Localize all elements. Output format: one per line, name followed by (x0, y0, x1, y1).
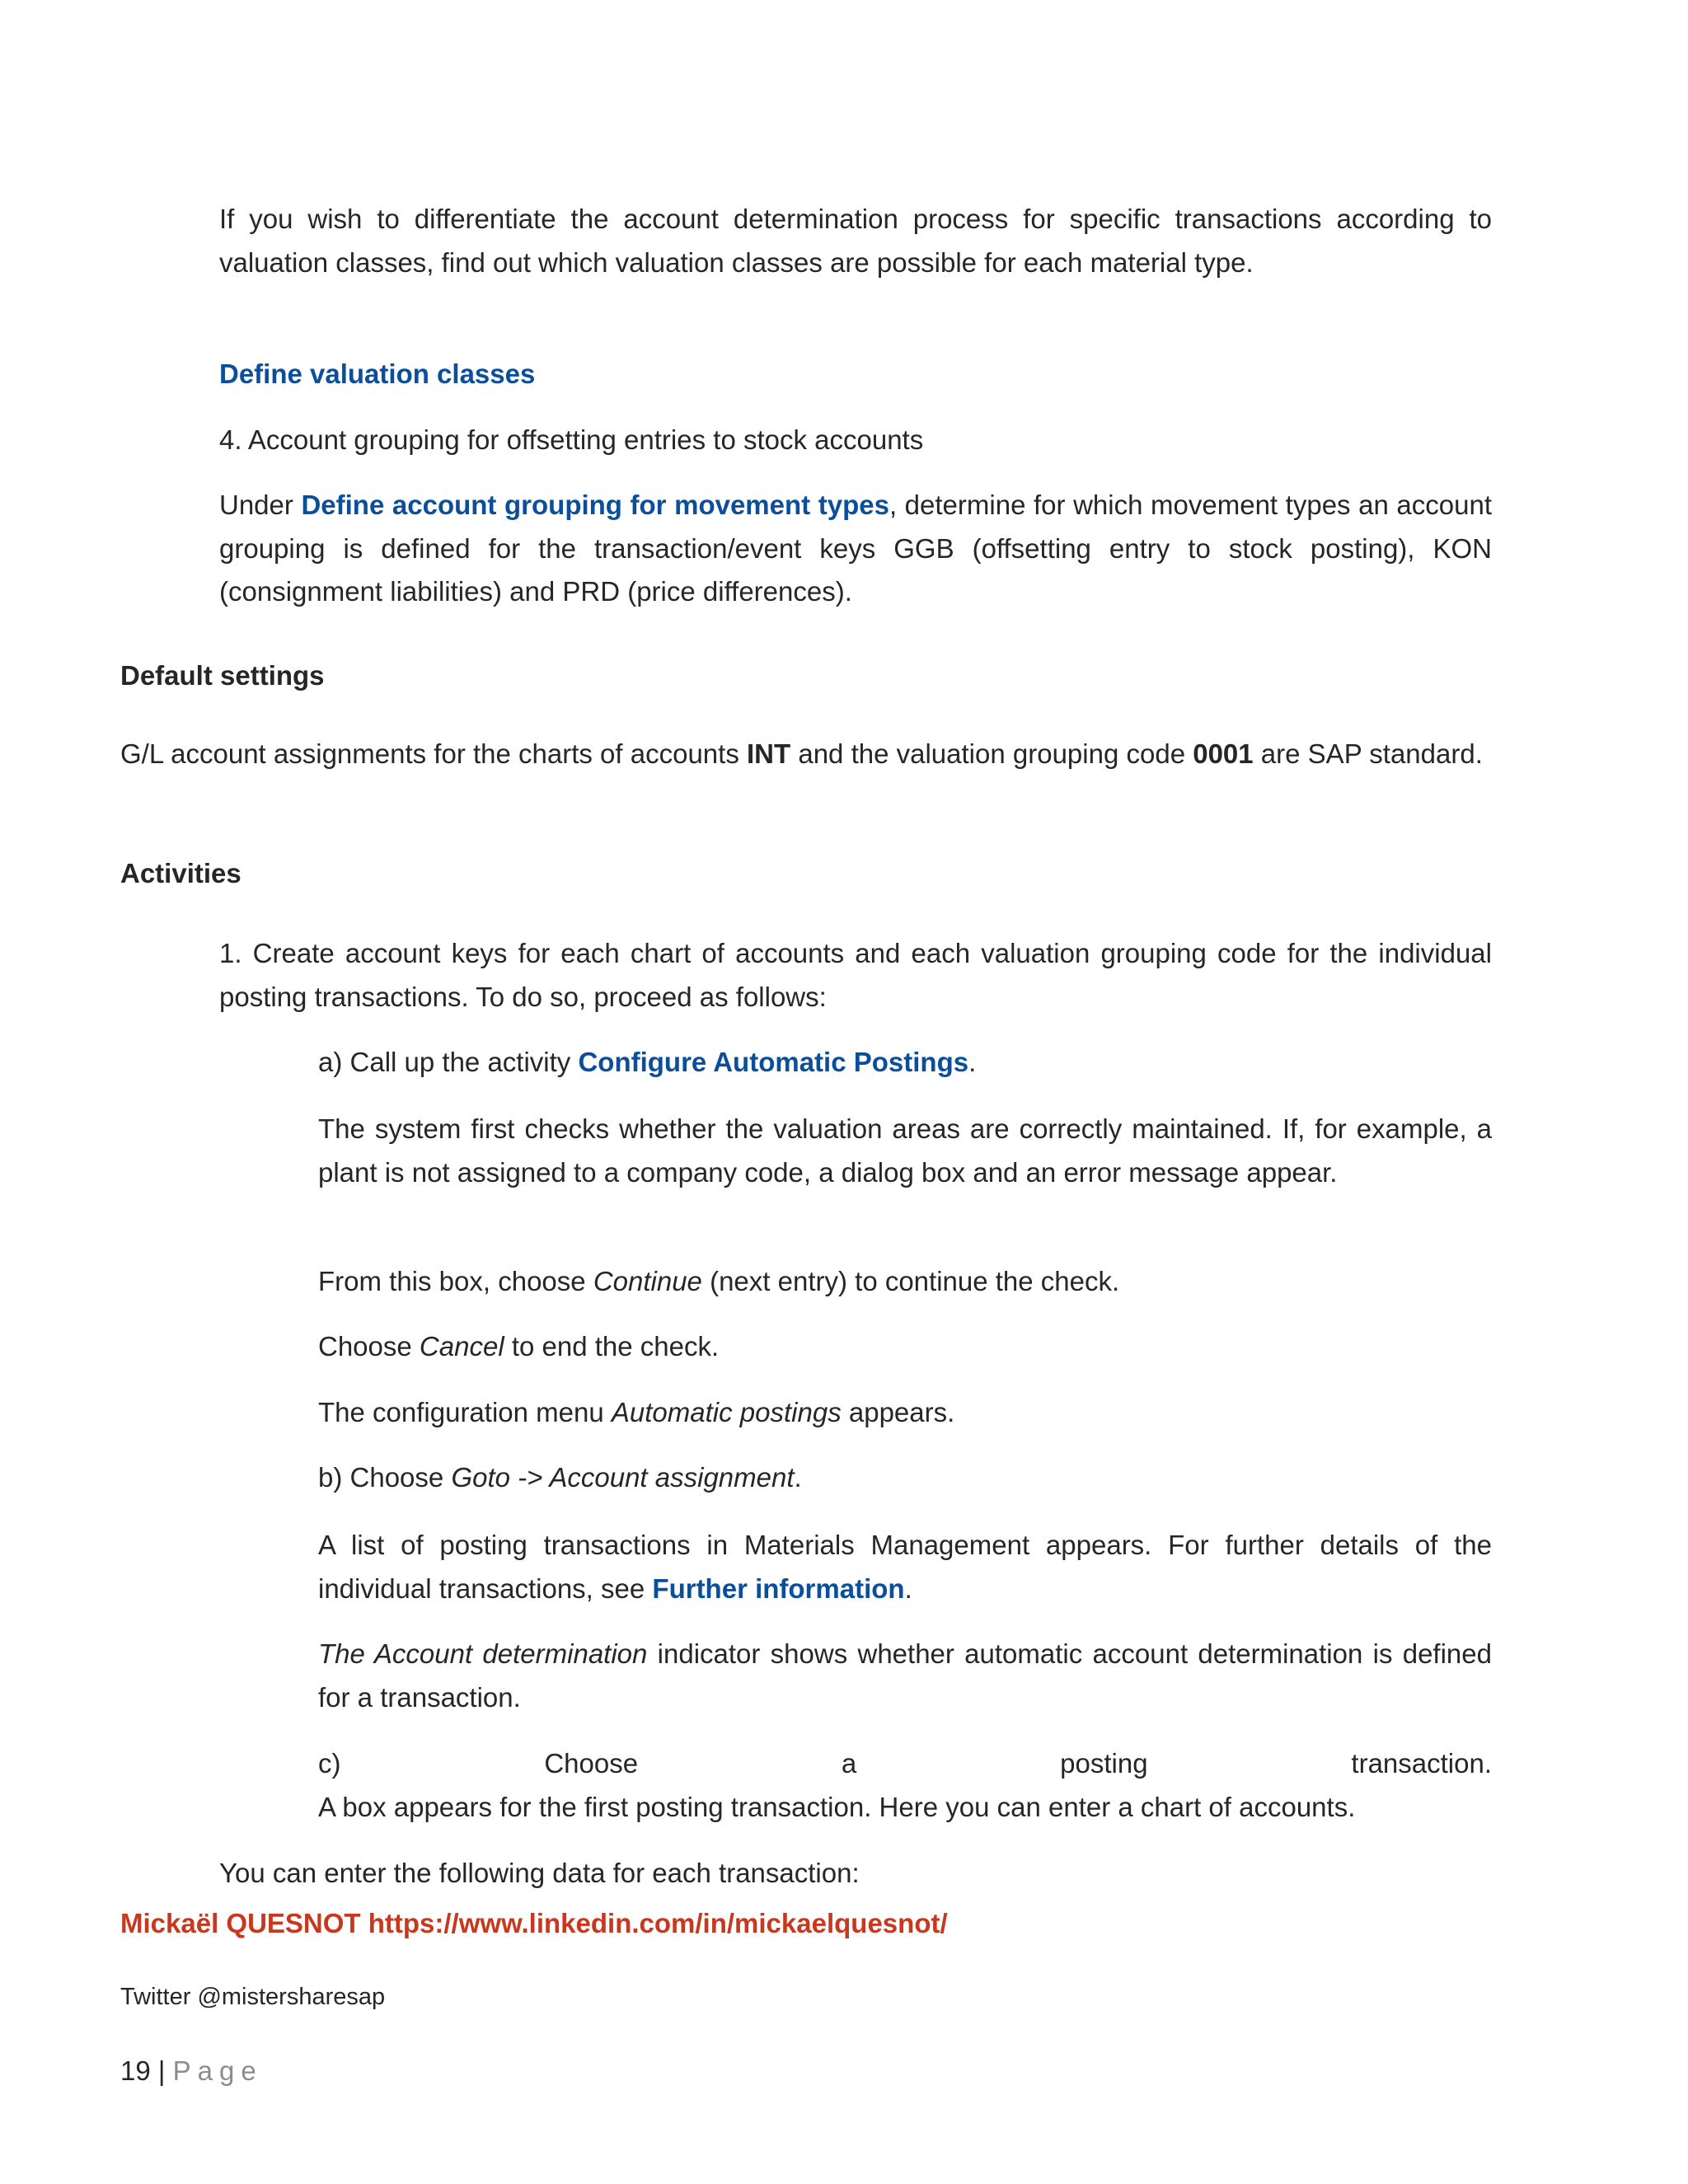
config-menu-paragraph (318, 1391, 1492, 1435)
under-paragraph (219, 484, 1492, 614)
author-linkedin[interactable]: Mickaël QUESNOT https://www.linkedin.com/in/mickaelquesnot/ (120, 1908, 948, 1938)
text: a) Call up the activity (318, 1047, 579, 1077)
text: . (968, 1047, 977, 1077)
step-c-line-2: A box appears for the first posting transaction. Here you can enter a chart of accounts. (318, 1791, 1356, 1822)
text: . (904, 1572, 912, 1604)
text: Choose (318, 1331, 420, 1361)
text: G/L account assignments for the charts of accounts (120, 738, 747, 769)
page-footer (120, 2050, 1492, 2093)
step-c-line-1: c) Choose a posting transaction. (318, 1748, 1492, 1779)
default-settings-text (120, 733, 1492, 776)
page-label: Page (172, 2055, 263, 2086)
text: (next entry) to continue the check. (701, 1266, 1120, 1296)
text: , determine for which movement types an account grouping is defined for the transaction/event keys GGB (offsetting entry to stock posting), KON (consignment liabilities) and PRD (price differences). (219, 490, 1492, 607)
step-b (318, 1456, 1492, 1500)
step-4-heading: 4. Account grouping for offsetting entries to stock accounts (219, 424, 924, 455)
chart-of-accounts-code: INT (747, 738, 791, 769)
text: A list of posting transactions in Materials Management appears. For further details of the individual transactions, see (318, 1530, 1492, 1604)
text: Goto -> Account assignment (451, 1462, 795, 1493)
text: The Account determination (318, 1638, 648, 1669)
indicator-paragraph (318, 1633, 1492, 1719)
configure-automatic-postings-link[interactable]: Configure Automatic Postings (578, 1047, 969, 1077)
text: are SAP standard. (1253, 738, 1483, 769)
separator: | (150, 2055, 173, 2086)
text: to end the check. (504, 1331, 720, 1361)
enter-data-paragraph: You can enter the following data for each transaction: (219, 1858, 860, 1888)
choose-cancel-paragraph (318, 1325, 1492, 1369)
text: From this box, choose (318, 1266, 593, 1296)
default-settings-heading: Default settings (120, 660, 325, 691)
activities-heading: Activities (120, 858, 241, 888)
list-paragraph (318, 1524, 1492, 1610)
activity-1: 1. Create account keys for each chart of accounts and each valuation grouping code for the individual posting transactions. To do so, proceed as follows: (219, 938, 1492, 1012)
step-a (318, 1041, 1492, 1085)
text: and the valuation grouping code (790, 738, 1193, 769)
further-information-link[interactable]: Further information (652, 1572, 905, 1604)
text: Automatic postings (611, 1397, 842, 1427)
from-box-paragraph (318, 1260, 1492, 1304)
define-account-grouping-link[interactable]: Define account grouping for movement types (301, 490, 889, 520)
text: b) Choose (318, 1462, 452, 1493)
text: The configuration menu (318, 1397, 612, 1427)
page-number: 19 (120, 2055, 151, 2086)
valuation-grouping-code: 0001 (1193, 738, 1254, 769)
text: Under (219, 490, 302, 520)
system-checks-paragraph: The system first checks whether the valuation areas are correctly maintained. If, for example, a plant is not assigned to a company code, a dialog box and an error message appear. (318, 1113, 1492, 1188)
text: Cancel (419, 1331, 504, 1361)
text: indicator shows whether automatic account determination is defined for a transaction. (318, 1638, 1492, 1713)
text: appears. (841, 1397, 955, 1427)
text: Continue (593, 1266, 702, 1296)
define-valuation-classes-link[interactable]: Define valuation classes (219, 359, 536, 389)
intro-paragraph: If you wish to differentiate the account determination process for specific transactions according to valuation classes, find out which valuation classes are possible for each material type. (219, 204, 1492, 278)
twitter-handle: Twitter @mistersharesap (120, 1984, 386, 2010)
text: . (794, 1462, 802, 1493)
step-c (318, 1742, 1492, 1829)
